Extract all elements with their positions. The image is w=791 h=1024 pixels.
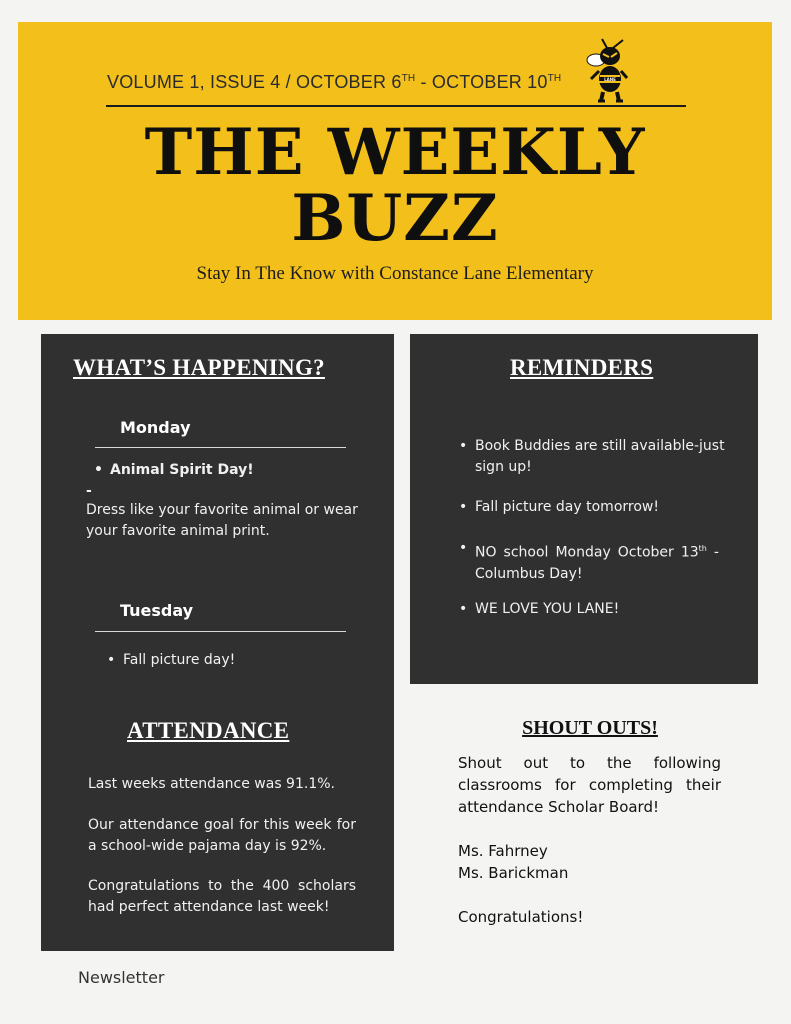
reminder-item-4: • WE LOVE YOU LANE!: [475, 599, 729, 620]
shoutout-name-2: Ms. Barickman: [458, 864, 569, 882]
happening-title: WHAT’S HAPPENING?: [73, 355, 325, 380]
attendance-p1: Last weeks attendance was 91.1%.: [88, 776, 335, 792]
monday-bullet: • Animal Spirit Day!: [110, 460, 254, 481]
monday-dash: -: [86, 483, 92, 499]
monday-label: Monday: [120, 418, 191, 437]
reminder-item-3-sup: th: [698, 544, 707, 553]
issue-main: VOLUME 1, ISSUE 4 / OCTOBER 6: [107, 72, 402, 92]
bee-mascot-icon: [583, 38, 633, 104]
tuesday-divider: [95, 631, 346, 632]
issue-mid: - OCTOBER 10: [415, 72, 548, 92]
attendance-title: ATTENDANCE: [127, 718, 290, 743]
newsletter-title-line2: BUZZ: [291, 181, 499, 256]
footer-label: Newsletter: [78, 968, 165, 987]
tuesday-label: Tuesday: [120, 601, 194, 620]
attendance-p2: Our attendance goal for this week for a school-wide pajama day is 92%.: [88, 817, 356, 854]
reminder-item-3: [475, 538, 719, 585]
issue-sup-2: TH: [547, 73, 562, 84]
header-rule: [106, 105, 686, 107]
shoutouts-closing: Congratulations!: [458, 908, 584, 926]
monday-divider: [95, 447, 346, 448]
reminder-item-2: • Fall picture day tomorrow!: [475, 497, 729, 518]
issue-sup-1: TH: [401, 73, 416, 84]
happening-panel: [41, 334, 394, 951]
mascot-label: LANE: [604, 77, 616, 82]
attendance-p3: Congratulations to the 400 scholars had perfect attendance last week!: [88, 878, 356, 915]
newsletter-title: THE WEEKLY: [144, 115, 646, 190]
tagline: Stay In The Know with Constance Lane Elementary: [196, 263, 594, 284]
issue-line: [107, 72, 561, 93]
shoutouts-intro: Shout out to the following classrooms for completing their attendance Scholar Board!: [458, 754, 721, 816]
reminders-title: REMINDERS: [510, 355, 654, 380]
reminder-item-3-rest: - Columbus Day!: [475, 544, 719, 582]
tuesday-bullet: • Fall picture day!: [123, 650, 235, 671]
shoutouts-title: SHOUT OUTS!: [522, 717, 658, 739]
reminder-item-3-text: NO school Monday October 13: [475, 544, 699, 561]
shoutout-name-1: Ms. Fahrney: [458, 842, 548, 860]
reminder-item-1: • Book Buddies are still available-just sign up!: [475, 436, 729, 478]
monday-description: Dress like your favorite animal or wear your favorite animal print.: [86, 502, 358, 539]
